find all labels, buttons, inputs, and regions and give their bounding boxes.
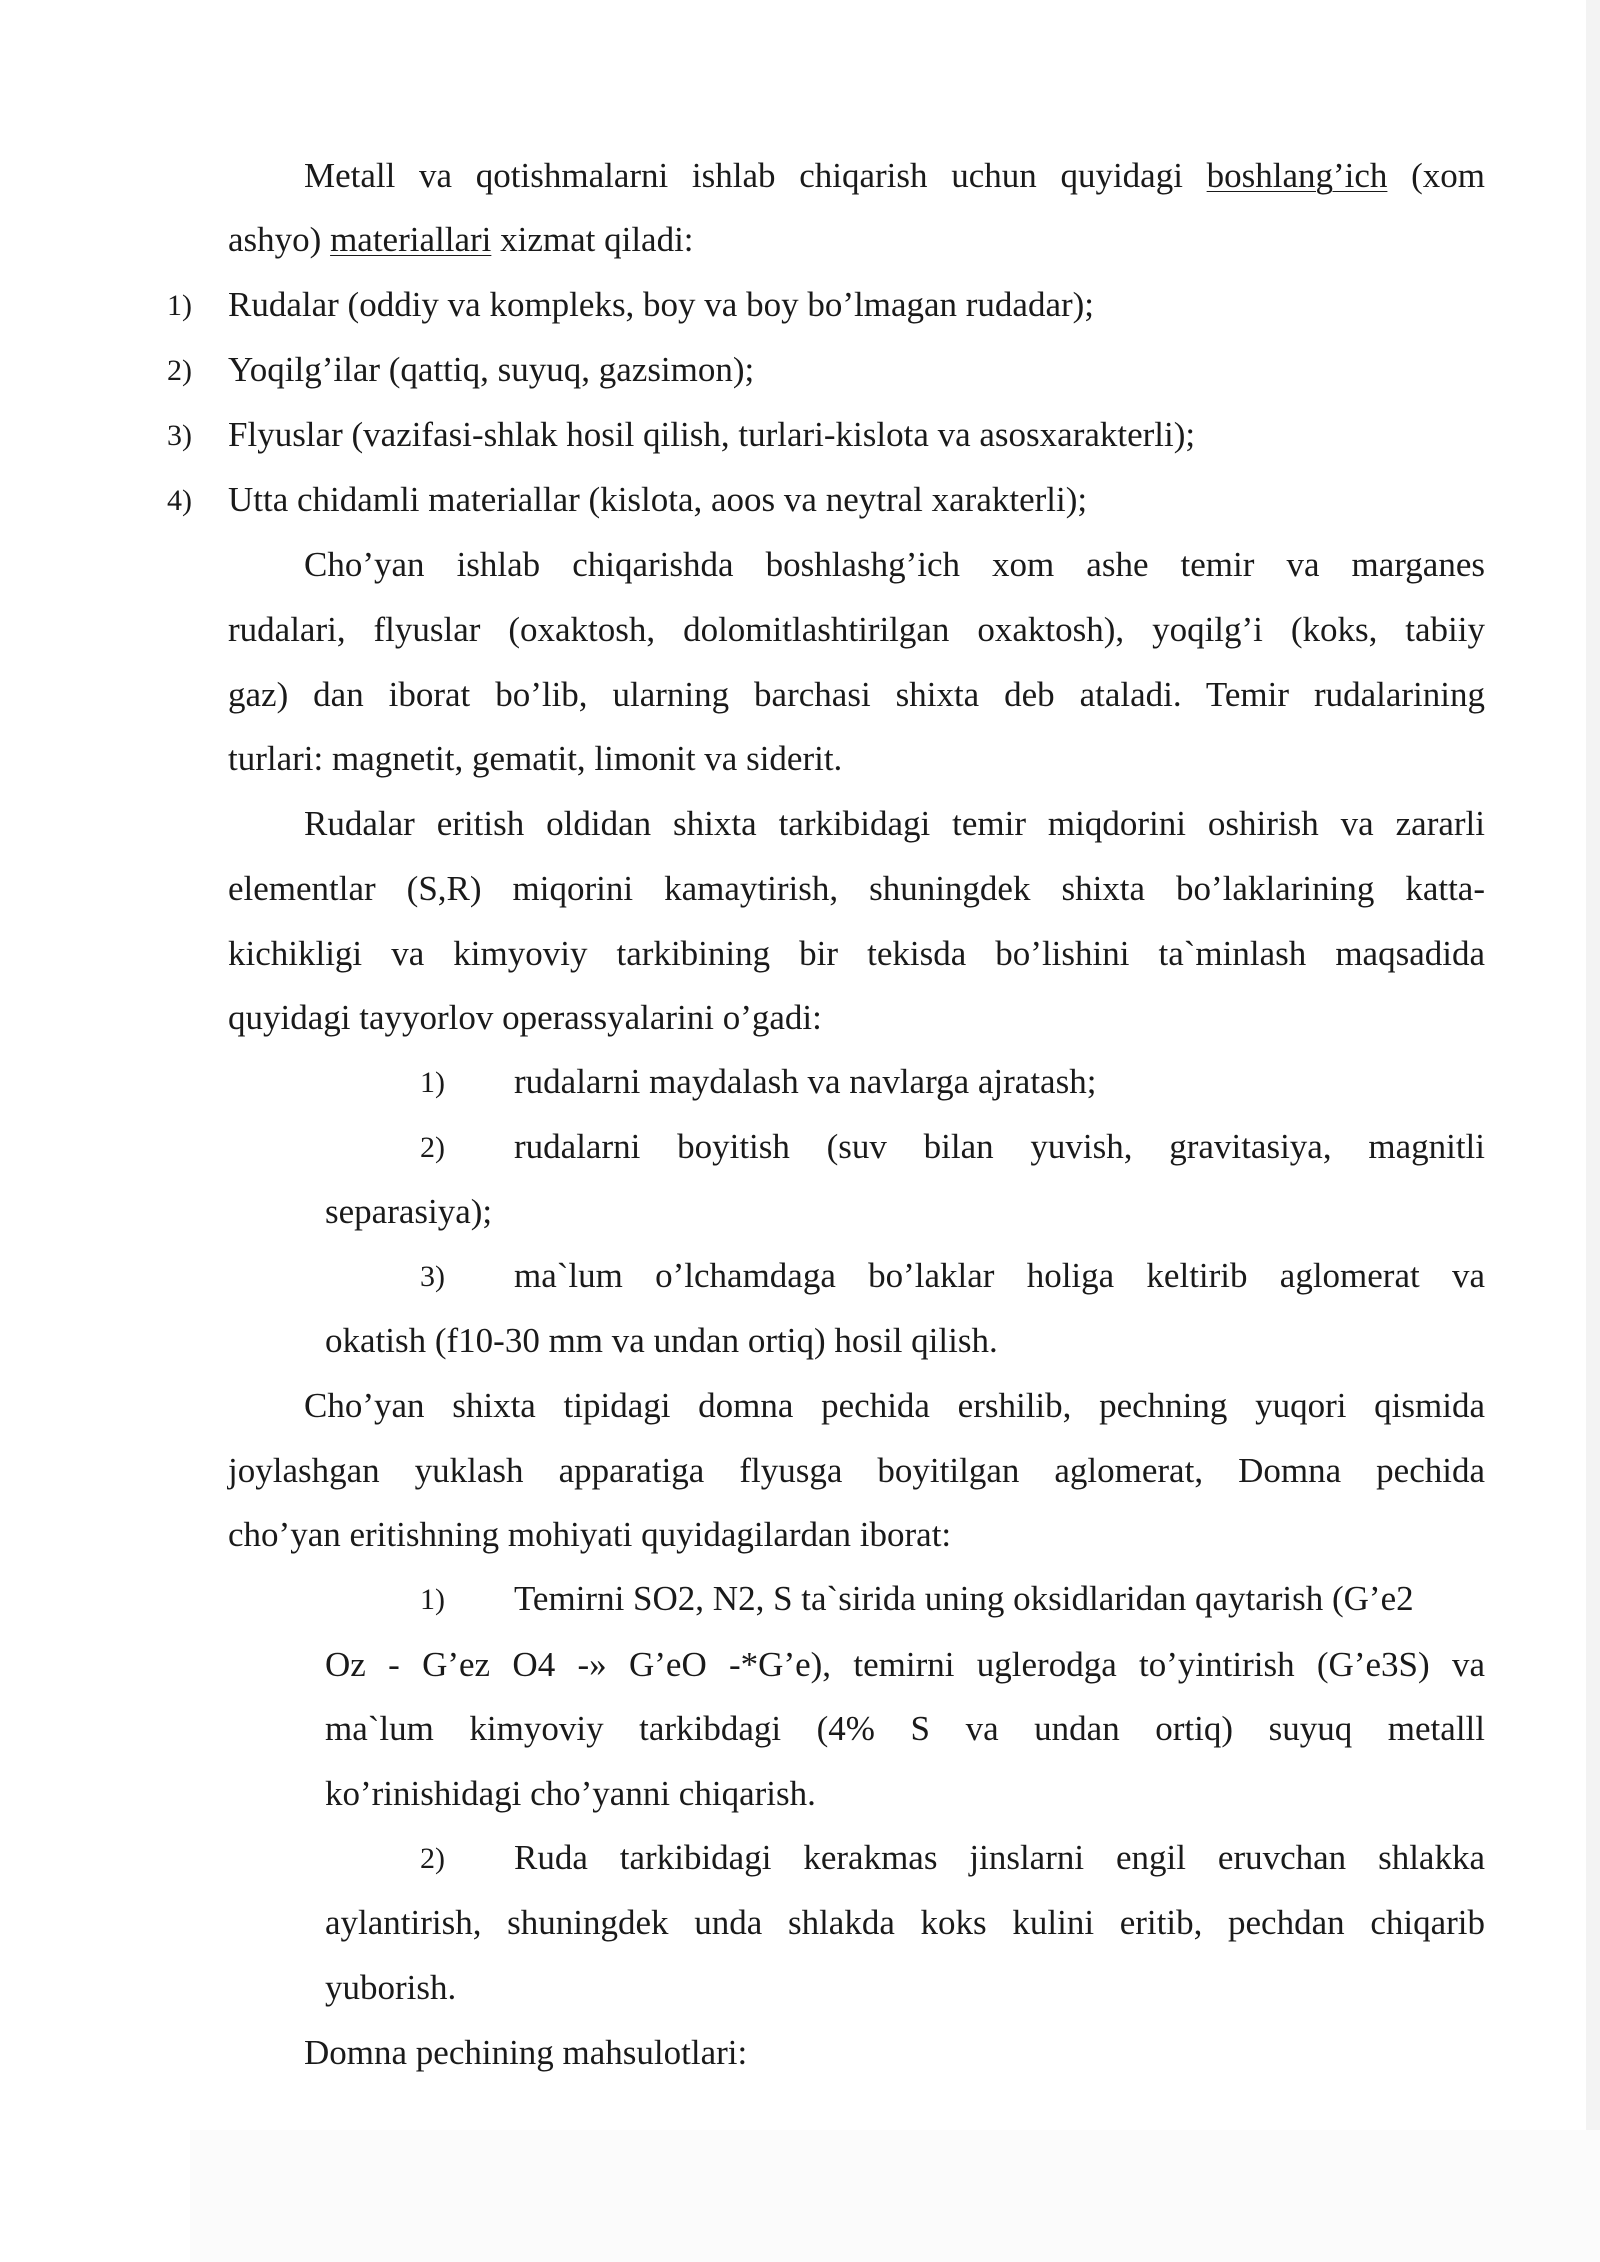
paragraph-line: [304, 154, 1485, 198]
page-edge-shadow: [1586, 0, 1600, 2262]
paragraph-line: joylashgan yuklash apparatiga flyusga boyitilgan aglomerat, Domna pechida: [228, 1451, 1485, 1490]
paragraph-line: Domna pechining mahsulotlari:: [304, 2033, 748, 2072]
underlined-term: boshlang’ich: [1206, 156, 1388, 195]
list-item-continued: ko’rinishidagi cho’yanni chiqarish.: [325, 1774, 816, 1813]
paragraph-line: gaz) dan iborat bo’lib, ularning barchasi shixta deb ataladi. Temir rudalarining: [228, 675, 1485, 714]
list-item: rudalarni boyitish (suv bilan yuvish, gravitasiya, magnitli: [514, 1127, 1485, 1166]
list-item: Rudalar (oddiy va kompleks, boy va boy bo’lmagan rudadar);: [228, 285, 1095, 324]
paragraph-line: turlari: magnetit, gematit, limonit va siderit.: [228, 739, 843, 778]
page-bottom-shade: [190, 2130, 1600, 2262]
list-item: Utta chidamli materiallar (kislota, aoos va neytral xarakterli);: [228, 480, 1088, 519]
list-number: 3): [167, 419, 192, 452]
list-number: 1): [420, 1583, 445, 1616]
list-item: Yoqilg’ilar (qattiq, suyuq, gazsimon);: [228, 350, 755, 389]
list-number: 3): [420, 1260, 445, 1293]
list-item-continued: ma`lum kimyoviy tarkibdagi (4% S va undan ortiq) suyuq metalll: [325, 1709, 1485, 1748]
list-item-continued: yuborish.: [325, 1968, 457, 2007]
text-span: Metall va qotishmalarni ishlab chiqarish uchun quyidagi: [304, 156, 1207, 195]
list-number: 2): [420, 1131, 445, 1164]
list-number: 4): [167, 484, 192, 517]
paragraph-line: elementlar (S,R) miqorini kamaytirish, shuningdek shixta bo’laklarining katta-: [228, 869, 1485, 908]
list-item-continued: aylantirish, shuningdek unda shlakda koks kulini eritib, pechdan chiqarib: [325, 1903, 1485, 1942]
list-number: 1): [167, 289, 192, 322]
list-item: ma`lum o’lchamdaga bo’laklar holiga keltirib aglomerat va: [514, 1256, 1485, 1295]
paragraph-line: Cho’yan ishlab chiqarishda boshlashg’ich xom ashe temir va marganes: [304, 545, 1485, 584]
text-span: (xom: [1387, 156, 1485, 195]
list-item: Ruda tarkibidagi kerakmas jinslarni engil eruvchan shlakka: [514, 1838, 1485, 1877]
text-span: xizmat qiladi:: [491, 220, 694, 259]
list-item-continued: okatish (f10-30 mm va undan ortiq) hosil qilish.: [325, 1321, 998, 1360]
paragraph-line: kichikligi va kimyoviy tarkibining bir tekisda bo’lishini ta`minlash maqsadida: [228, 934, 1485, 973]
list-number: 2): [167, 354, 192, 387]
text-span: ashyo): [228, 220, 331, 259]
paragraph-line: quyidagi tayyorlov operassyalarini o’gadi:: [228, 998, 822, 1037]
underlined-term: materiallari: [330, 220, 492, 259]
paragraph-line: rudalari, flyuslar (oxaktosh, dolomitlashtirilgan oxaktosh), yoqilg’i (koks, tabiiy: [228, 610, 1485, 649]
list-item-continued: separasiya);: [325, 1192, 493, 1231]
list-item: Temirni SO2, N2, S ta`sirida uning oksidlaridan qaytarish (G’e2: [514, 1579, 1414, 1618]
list-item: rudalarni maydalash va navlarga ajratash;: [514, 1062, 1097, 1101]
list-item-continued: Oz - G’ez O4 -» G’eO -*G’e), temirni uglerodga to’yintirish (G’e3S) va: [325, 1645, 1485, 1684]
list-number: 1): [420, 1066, 445, 1099]
paragraph-line: [228, 218, 1485, 262]
paragraph-line: Rudalar eritish oldidan shixta tarkibidagi temir miqdorini oshirish va zararli: [304, 804, 1485, 843]
paragraph-line: cho’yan eritishning mohiyati quyidagilardan iborat:: [228, 1515, 952, 1554]
list-number: 2): [420, 1842, 445, 1875]
paragraph-line: Cho’yan shixta tipidagi domna pechida ershilib, pechning yuqori qismida: [304, 1386, 1485, 1425]
list-item: Flyuslar (vazifasi-shlak hosil qilish, turlari-kislota va asosxarakterli);: [228, 415, 1196, 454]
